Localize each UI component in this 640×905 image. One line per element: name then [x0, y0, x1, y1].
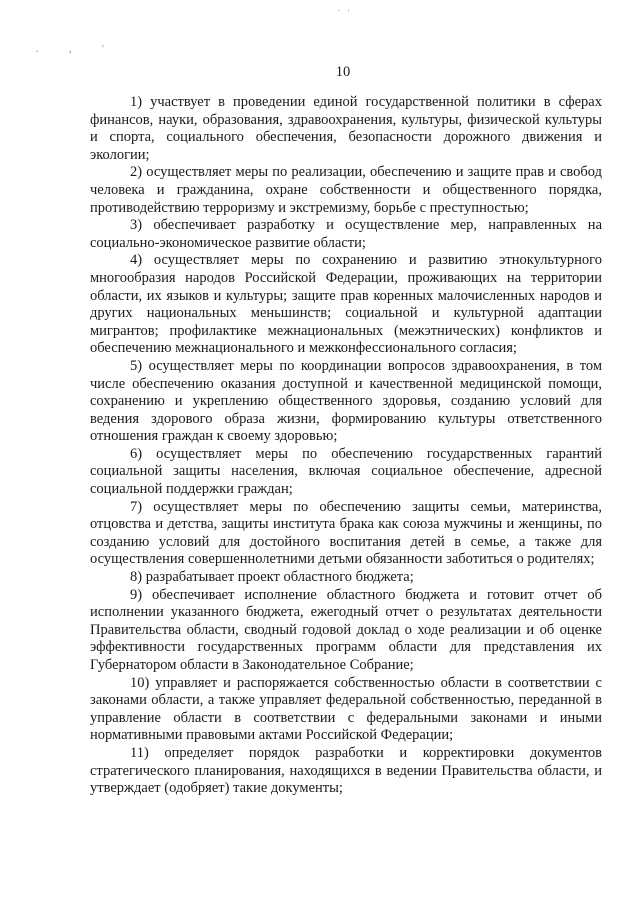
list-item: 8) разрабатывает проект областного бюджета;: [130, 569, 414, 586]
scan-artifact-top: ' ': [338, 8, 353, 18]
document-body: [90, 94, 602, 798]
list-item: 3) обеспечивает разработку и осуществление мер, направленных на социально-экономическое развитие области;: [90, 217, 602, 251]
list-item: 10) управляет и распоряжается собственностью области в соответствии с законами области, а также управляет федеральной собственностью, переданной в управление области в соответствии с федеральными законами и иными нормативными правовыми актами Российской Федерации;: [90, 674, 602, 744]
scan-artifact-marks: . , ': [36, 44, 118, 55]
list-item: 4) осуществляет меры по сохранению и развитию этнокультурного многообразия народов Российской Федерации, проживающих на территории области, их языков и культуры; защите прав коренных малочисленных народов и других национальных меньшинств; социальной и культурной адаптации мигрантов; профилактике межнациональных (межэтнических) конфликтов и обеспечению межнационального и межконфессионального согласия;: [90, 252, 602, 357]
list-item: 1) участвует в проведении единой государственной политики в сферах финансов, науки, образования, здравоохранения, культуры, физической культуры и спорта, социального обеспечения, безопасности дорожного движения и экологии;: [90, 94, 602, 163]
list-item: 2) осуществляет меры по реализации, обеспечению и защите прав и свобод человека и гражданина, охране собственности и общественного порядка, противодействию терроризму и экстремизму, борьбе с преступностью;: [90, 164, 602, 216]
list-item: 5) осуществляет меры по координации вопросов здравоохранения, в том числе обеспечению оказания доступной и качественной медицинской помощи, сохранению и укреплению общественного здоровья, созданию условий для ведения здорового образа жизни, формированию культуры ответственного отношения граждан к своему здоровью;: [90, 357, 602, 445]
page-number: 10: [335, 64, 351, 80]
list-item: 7) осуществляет меры по обеспечению защиты семьи, материнства, отцовства и детства, защиты института брака как союза мужчины и женщины, по созданию условий для достойного воспитания детей в семье, а также для осуществления совершеннолетними детьми обязанности заботиться о родителях;: [90, 498, 602, 568]
list-item: 9) обеспечивает исполнение областного бюджета и готовит отчет об исполнении указанного бюджета, ежегодный отчет о результатах деятельности Правительства области, сводный годовой доклад о ходе реализации и об оценке эффективности государственных программ области для представления их Губернатором области в Законодательное Собрание;: [90, 586, 602, 673]
list-item: 6) осуществляет меры по обеспечению государственных гарантий социальной защиты населения, включая социальное обеспечение, адресной социальной поддержки граждан;: [90, 445, 602, 498]
list-item: 11) определяет порядок разработки и корректировки документов стратегического планирования, находящихся в ведении Правительства области, и утверждает (одобряет) такие документы;: [90, 744, 602, 797]
